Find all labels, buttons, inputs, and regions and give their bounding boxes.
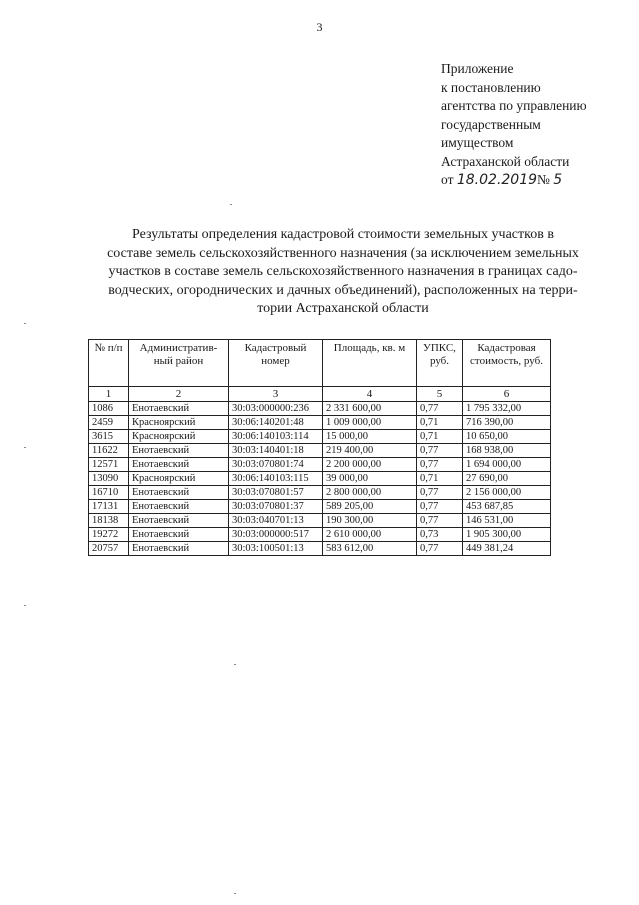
title-line: участков в составе земель сельскохозяйственного назначения в границах садо-	[108, 264, 578, 279]
cell-area: 2 200 000,00	[323, 458, 417, 472]
scan-speck	[24, 447, 26, 448]
cell-area: 2 331 600,00	[323, 402, 417, 416]
cell-upks: 0,77	[417, 514, 463, 528]
cell-upks: 0,71	[417, 472, 463, 486]
column-number: 4	[323, 387, 417, 402]
cell-cadastral-value: 1 795 332,00	[463, 402, 551, 416]
cell-area: 39 000,00	[323, 472, 417, 486]
cell-cadastral-number: 30:03:100501:13	[229, 542, 323, 556]
handwritten-number: 5	[553, 172, 563, 188]
cell-cadastral-value: 146 531,00	[463, 514, 551, 528]
header-cadastral-value: Кадастровая стоимость, руб.	[463, 340, 551, 387]
cell-cadastral-value: 168 938,00	[463, 444, 551, 458]
cell-district: Енотаевский	[129, 402, 229, 416]
cell-district: Енотаевский	[129, 486, 229, 500]
appendix-line: Приложение	[441, 61, 514, 76]
scan-speck	[24, 323, 26, 324]
table-row	[89, 402, 551, 416]
cell-number: 2459	[89, 416, 129, 430]
cell-area: 219 400,00	[323, 444, 417, 458]
cell-cadastral-number: 30:03:070801:57	[229, 486, 323, 500]
cadastral-value-table	[88, 339, 551, 556]
cell-cadastral-number: 30:03:070801:74	[229, 458, 323, 472]
cell-number: 16710	[89, 486, 129, 500]
cell-area: 190 300,00	[323, 514, 417, 528]
cell-cadastral-value: 2 156 000,00	[463, 486, 551, 500]
cell-cadastral-number: 30:03:000000:236	[229, 402, 323, 416]
cell-area: 589 205,00	[323, 500, 417, 514]
cell-cadastral-value: 449 381,24	[463, 542, 551, 556]
cell-upks: 0,77	[417, 486, 463, 500]
cell-district: Красноярский	[129, 416, 229, 430]
column-number: 1	[89, 387, 129, 402]
cell-district: Енотаевский	[129, 458, 229, 472]
appendix-line: государственным	[441, 116, 541, 132]
cell-cadastral-number: 30:06:140103:115	[229, 472, 323, 486]
cell-number: 12571	[89, 458, 129, 472]
number-prefix: №	[537, 172, 550, 187]
cell-upks: 0,71	[417, 430, 463, 444]
title-line: составе земель сельскохозяйственного назначения (за исключением земельных	[107, 245, 579, 261]
cell-district: Енотаевский	[129, 514, 229, 528]
column-number-row	[89, 387, 551, 402]
title-line: Результаты определения кадастровой стоимости земельных участков в	[132, 227, 554, 242]
cell-cadastral-number: 30:03:140401:18	[229, 444, 323, 458]
cell-upks: 0,77	[417, 458, 463, 472]
appendix-line: имуществом	[441, 135, 514, 150]
title-line: водческих, огороднических и дачных объединений), расположенных на терри-	[108, 282, 578, 298]
cell-number: 20757	[89, 542, 129, 556]
table-row	[89, 472, 551, 486]
column-number: 3	[229, 387, 323, 402]
cell-area: 15 000,00	[323, 430, 417, 444]
cell-cadastral-number: 30:03:000000:517	[229, 528, 323, 542]
header-district: Административ-ный район	[129, 340, 229, 387]
table-row	[89, 542, 551, 556]
cell-number: 18138	[89, 514, 129, 528]
cell-district: Енотаевский	[129, 528, 229, 542]
cell-upks: 0,77	[417, 402, 463, 416]
cell-cadastral-number: 30:03:040701:13	[229, 514, 323, 528]
table-row	[89, 514, 551, 528]
table-row	[89, 528, 551, 542]
column-number: 2	[129, 387, 229, 402]
cell-cadastral-value: 1 905 300,00	[463, 528, 551, 542]
appendix-line: агентства по управлению	[441, 98, 587, 113]
header-upks: УПКС, руб.	[417, 340, 463, 387]
cell-area: 1 009 000,00	[323, 416, 417, 430]
table-row	[89, 430, 551, 444]
table-row	[89, 416, 551, 430]
appendix-date-line	[441, 171, 587, 190]
appendix-line: Астраханской области	[441, 153, 570, 169]
cell-upks: 0,77	[417, 500, 463, 514]
table-row	[89, 458, 551, 472]
table-row	[89, 500, 551, 514]
header-number: № п/п	[89, 340, 129, 387]
header-cadastral-number: Кадастровый номер	[229, 340, 323, 387]
cell-district: Красноярский	[129, 472, 229, 486]
cell-area: 2 610 000,00	[323, 528, 417, 542]
cell-number: 13090	[89, 472, 129, 486]
table-header-row	[89, 340, 551, 387]
cell-district: Енотаевский	[129, 444, 229, 458]
title-line: тории Астраханской области	[257, 301, 429, 316]
scan-speck	[234, 893, 236, 894]
page-number: 3	[316, 20, 323, 34]
cell-cadastral-number: 30:06:140103:114	[229, 430, 323, 444]
cell-cadastral-value: 716 390,00	[463, 416, 551, 430]
column-number: 6	[463, 387, 551, 402]
cell-cadastral-value: 1 694 000,00	[463, 458, 551, 472]
cell-district: Красноярский	[129, 430, 229, 444]
cell-cadastral-value: 453 687,85	[463, 500, 551, 514]
cell-cadastral-value: 27 690,00	[463, 472, 551, 486]
table-body	[89, 402, 551, 556]
cell-number: 1086	[89, 402, 129, 416]
document-title	[83, 226, 603, 319]
date-prefix: от	[441, 172, 454, 187]
appendix-block	[441, 60, 587, 190]
header-area: Площадь, кв. м	[323, 340, 417, 387]
table-row	[89, 486, 551, 500]
cell-upks: 0,73	[417, 528, 463, 542]
scan-speck	[230, 204, 232, 205]
column-number: 5	[417, 387, 463, 402]
cell-district: Енотаевский	[129, 542, 229, 556]
cell-area: 2 800 000,00	[323, 486, 417, 500]
scan-speck	[24, 605, 26, 606]
cell-upks: 0,77	[417, 444, 463, 458]
cell-cadastral-value: 10 650,00	[463, 430, 551, 444]
cell-upks: 0,77	[417, 542, 463, 556]
cell-area: 583 612,00	[323, 542, 417, 556]
cell-number: 3615	[89, 430, 129, 444]
cell-number: 17131	[89, 500, 129, 514]
handwritten-date: 18.02.2019	[456, 172, 538, 188]
cell-number: 11622	[89, 444, 129, 458]
cell-district: Енотаевский	[129, 500, 229, 514]
cell-cadastral-number: 30:03:070801:37	[229, 500, 323, 514]
appendix-line: к постановлению	[441, 79, 541, 95]
scan-speck	[234, 664, 236, 665]
table-row	[89, 444, 551, 458]
cell-cadastral-number: 30:06:140201:48	[229, 416, 323, 430]
cell-number: 19272	[89, 528, 129, 542]
cell-upks: 0,71	[417, 416, 463, 430]
